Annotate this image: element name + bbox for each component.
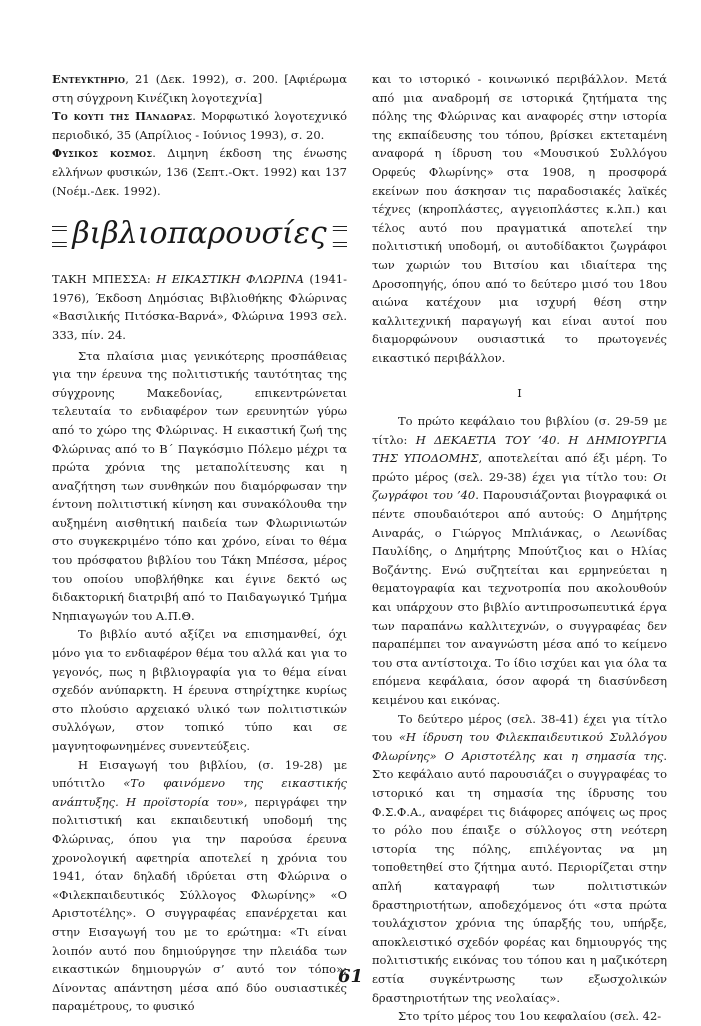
paragraph	[372, 710, 667, 1008]
paragraph: Στο τρίτο μέρος του 1ου κεφαλαίου (σελ. 42-	[398, 1009, 662, 1024]
reference-text: . Διμηνη έκδοση της ένωσης ελλήνων φυσικών, 136 (Σεπτ.-Οκτ. 1992) και 137 (Νοέμ.-Δεκ. 1992).	[52, 146, 347, 198]
book-title: Η ΕΙΚΑΣΤΙΚΗ ΦΛΩΡΙΝΑ	[156, 272, 304, 287]
reference-entry	[52, 144, 347, 200]
paragraph: Στα πλαίσια μιας γενικότερης προσπάθειας για την έρευνα της πολιτιστικής ταυτότητας της σύγχρονης Μακεδονίας, επικεντρώνεται τελευταία το ενδιαφέρον των ερευνητών γύρω από το χώρο της Φλώρινας. Η εικαστική ζωή της Φλώρινας από το Β΄ Παγκόσμιο Πόλεμο μέχρι τα πρώτα χρόνια της μεταπολίτευσης και η αναζήτηση των συνθηκών που διαμόρφωσαν την έντονη πολιτιστική κίνηση και συνακόλουθα την αυξημένη αισθητική παιδεία των Φλωρινιωτών στο συγκεκριμένο τόπο και χρόνο, είναι το θέμα του πρόσφατου βιβλίου του Τάκη Μπέσσα, μέρος του οποίου υποβλήθηκε και έγινε δεκτό ως διδακτορική διατριβή από το Παιδαγωγικό Τμήμα Νηπιαγωγών του Α.Π.Θ.	[52, 348, 347, 623]
text-run-italic: «Το φαινόμενο της εικαστικής ανάπτυξης. Η προϊστορία του»	[52, 776, 347, 809]
text-run: , περιγράφει την πολιτιστική και εκπαιδευτική υποδομή της Φλώρινας, όπου για την παρούσα έρευνα χρονολογική αφετηρία αποτελεί η χρόνια του 1941, όταν δηλαδή ιδρύεται στη Φλώρινα ο «Φιλεκπαιδευτικός Σύλλογος Φλωρίνης» «Ο Αριστοτέλης». Ο συγγραφέας επανέρχεται και στην Εισαγωγή του με το ερώτημα: «Τι είναι λοιπόν αυτό που δημιούργησε την πλειάδα των εικαστικών δημιουργών σ’ αυτό τον τόπο»; Δίνοντας απάντηση μέσα από δύο ουσιαστικές παραμέτρους, το φυσικό	[52, 794, 347, 1014]
text-run: . Στο κεφάλαιο αυτό παρουσιάζει ο συγγραφέας το ιστορικό και τη σημασία της ίδρυσης του Φ.Σ.Φ.Α., αναφέρει τις διάφορες απόψεις ως προς το ρόλο που έπαιξε ο σύλλογος στη νεότερη ιστορία της πόλης, επιλέγοντας να μη τοποθετηθεί στο ζήτημα αυτό. Περιορίζεται στην απλή καταγραφή των πολιτιστικών δραστηριοτήτων, αποδεχόμενος ότι «στα πρώτα τουλάχιστον χρόνια της ύπαρξής του, υπήρξε, αποκλειστικό σχεδόν φορέας και δημιουργός της πολιτιστικής εικόνας του τόπου και η μαζικότερη εστία συγκέντρωσης των εξωσχολικών δραστηριοτήτων της νεολαίας».	[372, 748, 667, 1005]
paragraph: Το βιβλίο αυτό αξίζει να επισημανθεί, όχι μόνο για το ενδιαφέρον θέμα του αλλά και για το γεγονός, πως η βιβλιογραφία για το θέμα είναι σχεδόν ανύπαρκτη. Η έρευνα στηρίχτηκε κυρίως στο πλούσιο αρχειακό υλικό των πολιτιστικών συλλόγων, στον τοπικό τύπο και σε μαγνητοφωνημένες συνεντεύξεις.	[52, 627, 347, 753]
reference-entry	[52, 107, 347, 144]
section-banner	[52, 214, 347, 258]
book-author: ΤΑΚΗ ΜΠΕΣΣΑ:	[52, 272, 157, 287]
text-run-italic: Η ΔΕΚΑΕΤΙΑ ΤΟΥ ’40. Η ΔΗΜΙΟΥΡΓΙΑ ΤΗΣ ΥΠΟΔΟΜΗΣ	[372, 432, 667, 466]
left-column	[52, 70, 347, 1016]
book-citation	[52, 270, 347, 344]
text-run: , αποτελείται από έξι μέρη. Το πρώτο μέρος (σελ. 29-38) έχει για τίτλο του:	[372, 451, 668, 484]
reference-title: Φυσικος κοσμος	[52, 146, 153, 161]
book-details: (1941-1976), Έκδοση Δημόσιας Βιβλιοθήκης Φλώρινας «Βασιλικής Πιτόσκα-Βαρνά», Φλώρινα 1993 σελ. 333, πίν. 24.	[52, 272, 348, 342]
text-run: Η Εισαγωγή του βιβλίου, (σ. 19-28) με υπότιτλο	[52, 757, 347, 791]
reference-entry	[52, 70, 347, 107]
paragraph	[372, 412, 667, 710]
reference-title: Εντευκτηριο	[52, 72, 126, 86]
reference-text: , 21 (Δεκ. 1992), σ. 200. [Αφιέρωμα στη σύγχρονη Κινέζικη λογοτεχνία]	[52, 72, 347, 105]
text-run: . Παρουσιάζονται βιογραφικά οι πέντε σπουδαιότεροι από αυτούς: Ο Δημήτρης Αιναράς, ο Γιώργος Μπλιάνκας, ο Λεωνίδας Παυλίδης, ο Δημήτρης Μπούτζιος και ο Ηλίας Βοζάντης. Ενώ συζητείται και ερμηνεύεται η θεματογραφία και τεχνοτροπία που ακολουθούν και υπάρχουν στο βιβλίο αντιπροσωπευτικά έργα των παραπάνω καλλιτεχνών, ο συγγραφέας δεν παραπέμπει τον αναγνώστη μέσα από το κείμενο του στα αντίστοιχα. Το ίδιο ισχύει και για όλα τα επόμενα κεφάλαια, όσον αφορά τη διασύνδεση κειμένου και εικόνας.	[372, 488, 667, 707]
reference-text: . Μορφωτικό λογοτεχνικό περιοδικό, 35 (Απρίλιος - Ιούνιος 1993), σ. 20.	[52, 109, 347, 142]
text-run-italic: Οι ζωγράφοι του ’40	[372, 469, 667, 503]
reference-title: Το κουτι της Πανδωρας	[52, 109, 193, 124]
right-column	[372, 70, 667, 1026]
text-run-italic: «Η ίδρυση του Φιλεκπαιδευτικού Συλλόγου Φλωρίνης» Ο Αριστοτέλης και η σημασία της	[372, 730, 668, 763]
section-heading: βιβλιοπαρουσίες	[66, 212, 332, 256]
text-run: Το δεύτερο μέρος (σελ. 38-41) έχει για τίτλο του	[372, 711, 667, 745]
page-number: 61	[337, 966, 364, 987]
paragraph: και το ιστορικό - κοινωνικό περιβάλλον. Μετά από μια αναδρομή σε ιστορικά ζητήματα της πόλης της Φλώρινας και αναφορές στην ιστορία της εκπαίδευσης του τόπου, βρίσκει εκτεταμένη αναφορά η ίδρυση του «Μουσικού Συλλόγου Ορφεύς Φλωρίνης» στα 1908, η προσφορά εκείνων που άσκησαν τις παραδοσιακές λαϊκές τέχνες (κηροπλάστες, αγγειοπλάστες κ.λπ.) και τέλος αυτό που πραγματικά αποτελεί την πολιτιστική υποδομή, οι αυτοδίδακτοι ζωγράφοι των χωριών του Βιτσίου και ιδιαίτερα της Δροσοπηγής, όπου από το δεύτερο μισό του 18ου αιώνα κατέχουν μια ισχυρή θέση στην καλλιτεχνική παραγωγή και είναι αυτοί που διαμορφώνουν ουσιαστικά το πρωτογενές εικαστικό περιβάλλον.	[372, 72, 667, 365]
text-run: Το πρώτο κεφάλαιο του βιβλίου (σ. 29-59 με τίτλο:	[372, 414, 667, 447]
section-number: Ι	[517, 385, 522, 400]
